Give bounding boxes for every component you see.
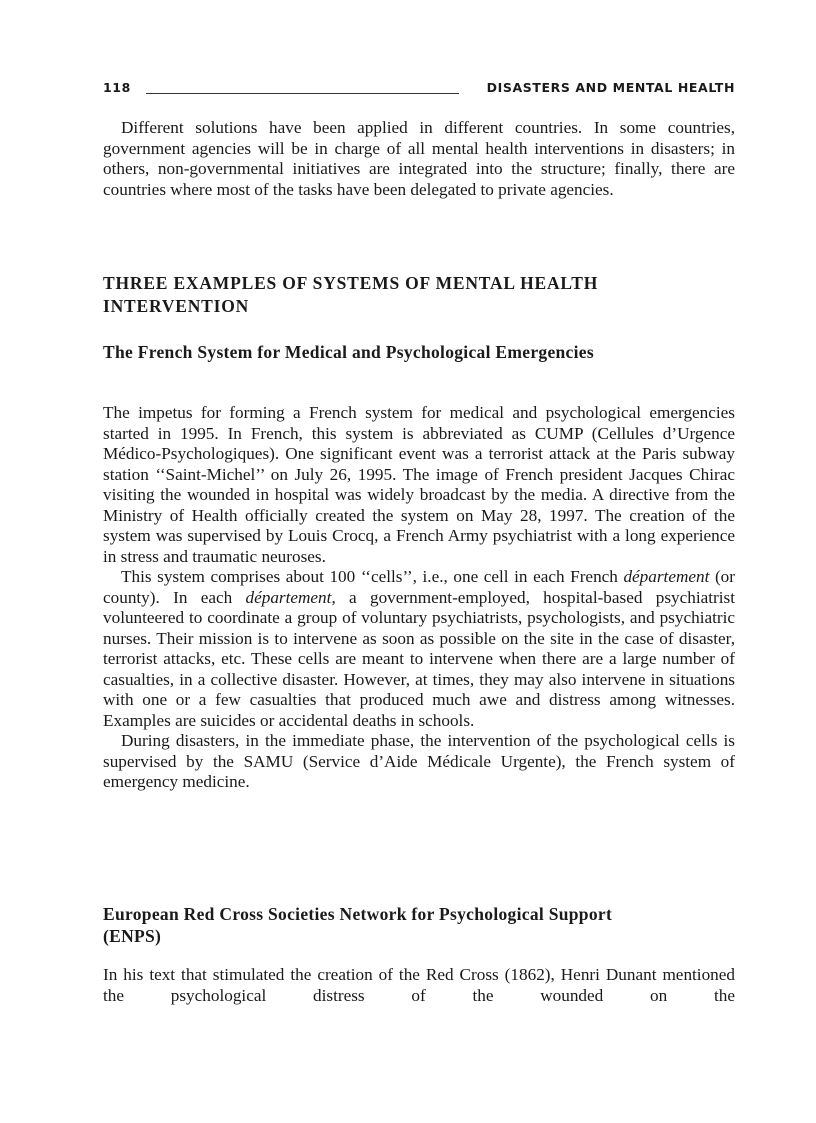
red-cross-heading-block: [103, 903, 735, 947]
intro-block: [103, 118, 735, 200]
paragraph-2-text-1: This system comprises about 100 ‘‘cells’’, i.e., one cell in each French: [121, 567, 624, 586]
running-header: [103, 80, 735, 98]
french-system-paragraph-1: The impetus for forming a French system for medical and psychological emergencies started in 1995. In French, this system is abbreviated as CUMP (Cellules d’Urgence Médico-Psychologiques). One significant event was a terrorist attack at the Paris subway station ‘‘Saint-Michel’’ on July 26, 1995. The image of French president Jacques Chirac visiting the wounded in hospital was widely broadcast by the media. A directive from the Ministry of Health officially created the system on May 28, 1997. The creation of the system was supervised by Louis Crocq, a French Army psychiatrist with a long experience in stress and traumatic neuroses.: [103, 403, 735, 566]
running-title: DISASTERS AND MENTAL HEALTH: [486, 80, 735, 95]
french-system-heading: The French System for Medical and Psychological Emergencies: [103, 342, 594, 362]
french-system-paragraph-3: During disasters, in the immediate phase, the intervention of the psychological cells is supervised by the SAMU (Service d’Aide Médicale Urgente), the French system of emergency medicine.: [103, 731, 735, 791]
departement-term: département: [245, 587, 332, 607]
intro-paragraph: Different solutions have been applied in different countries. In some countries, government agencies will be in charge of all mental health interventions in disasters; in others, non-governmental initiatives are integrated into the structure; finally, there are countries where most of the tasks have been delegated to private agencies.: [103, 118, 735, 199]
french-system-body: [103, 403, 735, 793]
departement-term: département: [623, 567, 710, 586]
page-number: 118: [103, 80, 131, 95]
french-system-paragraph-2: [103, 567, 735, 731]
section-heading-block: [103, 272, 735, 317]
paragraph-2-text-3: , a government-employed, hospital-based psychiatrist volunteered to coordinate a group of voluntary psychiatrists, psychologists, and psychiatric nurses. Their mission is to intervene as soon as possible on the site in the case of disaster, terrorist attacks, etc. These cells are meant to intervene when there are a large number of casualties, in a collective disaster. However, at times, they may also intervene in situations with one or a few casualties that produced much awe and distress among witnesses. Examples are suicides or accidental deaths in schools.: [103, 587, 735, 730]
red-cross-heading: European Red Cross Societies Network for Psychological Support (ENPS): [103, 904, 613, 946]
paragraph-2-text-2: (or county). In each: [103, 567, 735, 607]
header-rule: [146, 93, 459, 94]
section-heading: THREE EXAMPLES OF SYSTEMS OF MENTAL HEALTH INTERVENTION: [103, 273, 599, 316]
red-cross-body: [103, 965, 735, 1006]
red-cross-paragraph-1: In his text that stimulated the creation of the Red Cross (1862), Henri Dunant mentioned the psychological distress of the wounded on the: [103, 965, 735, 1005]
french-system-heading-block: [103, 341, 735, 363]
